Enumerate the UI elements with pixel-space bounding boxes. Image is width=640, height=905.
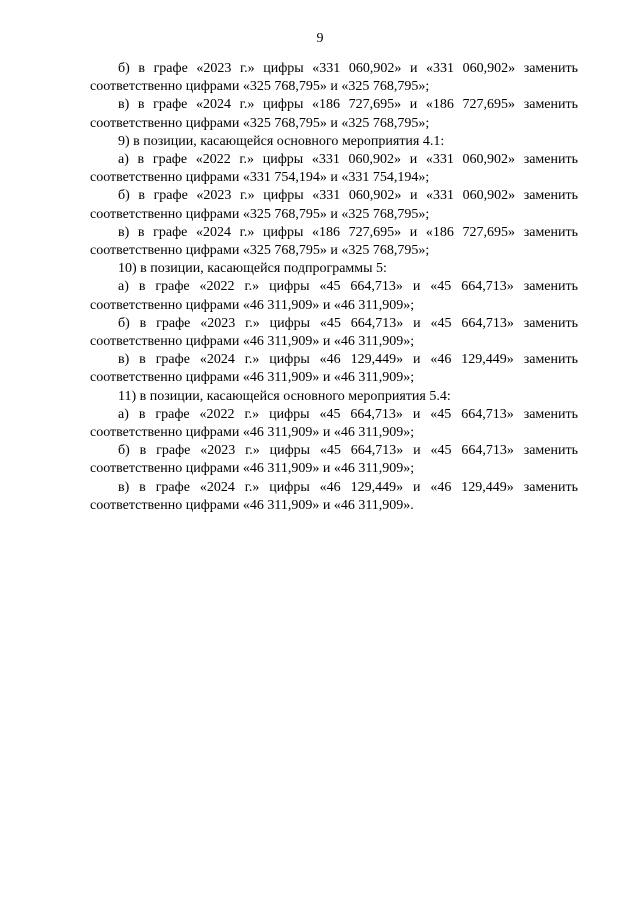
paragraph-11v-2024: в) в графе «2024 г.» цифры «46 129,449» и «46 129,449» заменить соответственно цифрами «46 311,909» и «46 311,909». [90,479,578,513]
paragraph-10a-2022: а) в графе «2022 г.» цифры «45 664,713» и «45 664,713» заменить соответственно цифрами «46 311,909» и «46 311,909»; [90,279,578,313]
paragraph-6b-2023: б) в графе «2023 г.» цифры «331 060,902» и «331 060,902» заменить соответственно цифрами «325 768,795» и «325 768,795»; [90,61,578,95]
document-body [90,60,578,515]
paragraph-9-heading: 9) в позиции, касающейся основного мероприятия 4.1: [118,133,445,149]
paragraph-11b-2023: б) в графе «2023 г.» цифры «45 664,713» и «45 664,713» заменить соответственно цифрами «46 311,909» и «46 311,909»; [90,443,578,477]
paragraph-9v-2024: в) в графе «2024 г.» цифры «186 727,695» и «186 727,695» заменить соответственно цифрами «325 768,795» и «325 768,795»; [90,224,578,259]
paragraph-9a-2022: а) в графе «2022 г.» цифры «331 060,902» и «331 060,902» заменить соответственно цифрами «331 754,194» и «331 754,194»; [90,152,578,186]
paragraph-11-heading: 11) в позиции, касающейся основного мероприятия 5.4: [118,388,451,404]
paragraph-10-heading: 10) в позиции, касающейся подпрограммы 5: [118,261,387,277]
paragraph-10b-2023: б) в графе «2023 г.» цифры «45 664,713» и «45 664,713» заменить соответственно цифрами «46 311,909» и «46 311,909»; [90,315,578,350]
paragraph-10v-2024: в) в графе «2024 г.» цифры «46 129,449» и «46 129,449» заменить соответственно цифрами «46 311,909» и «46 311,909»; [90,352,578,386]
paragraph-6v-2024: в) в графе «2024 г.» цифры «186 727,695» и «186 727,695» заменить соответственно цифрами «325 768,795» и «325 768,795»; [90,97,578,131]
paragraph-9b-2023: б) в графе «2023 г.» цифры «331 060,902» и «331 060,902» заменить соответственно цифрами «325 768,795» и «325 768,795»; [90,188,578,222]
paragraph-11a-2022: а) в графе «2022 г.» цифры «45 664,713» и «45 664,713» заменить соответственно цифрами «46 311,909» и «46 311,909»; [90,406,578,441]
page-number: 9 [316,31,324,46]
